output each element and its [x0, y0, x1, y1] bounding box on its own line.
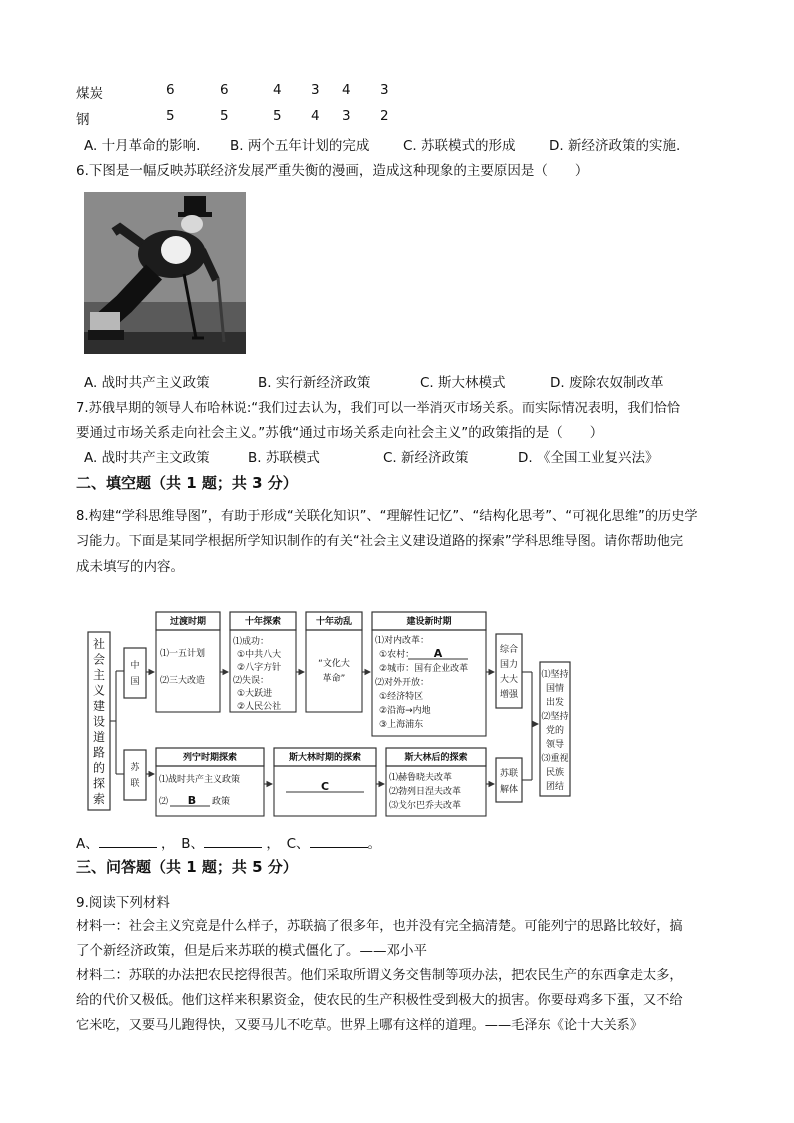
- root-char: 建: [92, 699, 106, 713]
- soviet-label-2: 联: [130, 779, 140, 789]
- root-char: 设: [92, 714, 106, 729]
- mind-map-diagram: [86, 606, 584, 828]
- china-stage2-item: ①大跃进: [237, 689, 273, 699]
- answer-label-b: ， B、: [161, 836, 205, 852]
- soviet-result-text: 苏联: [499, 769, 519, 779]
- lesson-item: 出发: [545, 698, 565, 708]
- q5-option-b[interactable]: B. 两个五年计划的完成: [230, 138, 370, 154]
- root-char: 的: [92, 761, 106, 775]
- china-stage3-item: “文化大: [318, 659, 350, 669]
- lesson-item: 领导: [545, 740, 565, 750]
- lesson-item: 党的: [545, 726, 565, 736]
- blank-b[interactable]: B: [187, 794, 197, 807]
- q8-stem-line3: 成未填写的内容。: [76, 559, 184, 575]
- china-stage1-title: 过渡时期: [169, 617, 207, 627]
- answer-input-c[interactable]: [310, 835, 368, 848]
- root-label: [93, 636, 105, 806]
- answer-label-a: A、: [76, 836, 99, 852]
- china-stage4-item: ③上海浦东: [379, 720, 424, 730]
- china-stage2-title: 十年探索: [244, 617, 282, 627]
- q9-material2-line3: 它米吃，又要马儿跑得快，又要马儿不吃草。世界上哪有这样的道理。——毛泽东《论十大关系》: [76, 1018, 644, 1033]
- q6-option-c[interactable]: C. 斯大林模式: [420, 375, 506, 391]
- soviet-stage1-item: ⑴战时共产主义政策: [159, 775, 241, 785]
- q9-stem: 9.阅读下列材料: [76, 895, 170, 911]
- soviet-result-text: 解体: [499, 785, 519, 795]
- china-stage2-item: ②八字方针: [237, 663, 282, 673]
- china-stage4-item: ①经济特区: [379, 692, 424, 702]
- lesson-item: ⑶重视: [541, 754, 569, 764]
- china-stage2-item: ⑴成功：: [233, 637, 270, 647]
- china-stage2-item: ①中共八大: [237, 650, 282, 660]
- blank-c[interactable]: C: [320, 780, 330, 793]
- table-cell: 2: [380, 108, 389, 124]
- soviet-box: [124, 750, 146, 800]
- root-char: 主: [92, 668, 106, 682]
- china-result-text: 大大: [499, 675, 519, 685]
- china-stage3-item: 革命”: [322, 674, 346, 684]
- china-box: [124, 648, 146, 698]
- soviet-result-box: [496, 758, 522, 802]
- china-stage4-item: ②沿海→内地: [379, 706, 431, 716]
- root-char: 探: [92, 776, 106, 791]
- q6-option-b[interactable]: B. 实行新经济政策: [258, 375, 371, 391]
- section-heading: 二、填空题（共 1 题；共 3 分）: [76, 474, 298, 492]
- q7-stem-line2: 要通过市场关系走向社会主义。”苏俄“通过市场关系走向社会主义”的政策指的是（ ）: [76, 425, 604, 441]
- blank-a[interactable]: A: [433, 647, 443, 660]
- china-stage3-title: 十年动乱: [315, 617, 353, 627]
- q6-stem: 6.下图是一幅反映苏联经济发展严重失衡的漫画，造成这种现象的主要原因是（ ）: [76, 163, 589, 179]
- q9-material2-line1: 材料二：苏联的办法把农民挖得很苦。他们采取所谓义务交售制等项办法，把农民生产的东西拿走太多，: [76, 968, 683, 983]
- china-stage1-item: ⑴一五计划: [160, 649, 206, 659]
- q5-option-d[interactable]: D. 新经济政策的实施.: [549, 138, 681, 154]
- root-char: 索: [92, 792, 106, 806]
- answer-label-c: ， C、: [266, 836, 310, 852]
- lesson-item: ⑴坚持: [541, 670, 569, 680]
- q5-option-c[interactable]: C. 苏联模式的形成: [403, 138, 516, 154]
- q8-answer-line: [76, 832, 381, 852]
- china-stage4-title: 建设新时期: [406, 617, 452, 627]
- china-stage2-item: ⑵失误：: [233, 676, 270, 686]
- root-char: 会: [92, 652, 106, 667]
- lesson-item: 团结: [545, 782, 565, 792]
- q7-stem-line1: 7.苏俄早期的领导人布哈林说:“我们过去认为，我们可以一举消灭市场关系。而实际情况表明，我们恰恰: [76, 401, 681, 416]
- china-label-2: 国: [130, 677, 140, 687]
- china-result-text: 综合: [499, 645, 519, 655]
- q7-option-c[interactable]: C. 新经济政策: [383, 450, 469, 466]
- lesson-item: 国情: [545, 684, 565, 694]
- china-stage4-item: ⑵对外开放：: [375, 678, 430, 688]
- soviet-stage1-item: 政策: [212, 797, 231, 807]
- table-cell: 3: [380, 82, 389, 98]
- cartoon-image: [84, 192, 246, 354]
- china-label-1: 中: [130, 661, 140, 671]
- root-char: 道: [92, 730, 106, 744]
- row-label: 煤炭: [76, 86, 103, 102]
- table-cell: 3: [342, 108, 351, 124]
- table-cell: 5: [166, 108, 175, 124]
- q7-option-d[interactable]: D. 《全国工业复兴法》: [518, 450, 659, 466]
- q5-option-a[interactable]: A. 十月革命的影响.: [84, 138, 201, 154]
- answer-input-b[interactable]: [204, 835, 262, 848]
- table-cell: 5: [273, 108, 282, 124]
- china-stage4-item: ②城市：国有企业改革: [379, 664, 469, 674]
- soviet-stage1-title: 列宁时期探索: [182, 753, 238, 763]
- q9-material2-line2: 给的代价又极低。他们这样来积累资金，使农民的生产积极性受到极大的损害。你要母鸡多下蛋，又不给: [76, 993, 683, 1008]
- soviet-stage3-item: ⑶戈尔巴乔夫改革: [389, 801, 462, 811]
- table-cell: 4: [273, 82, 282, 98]
- table-cell: 6: [166, 82, 175, 98]
- china-stage4-item: ⑴对内改革：: [375, 636, 430, 646]
- china-stage1-item: ⑵三大改造: [160, 676, 206, 686]
- soviet-stage2-title: 斯大林时期的探索: [288, 753, 362, 763]
- china-result-text: 增强: [499, 690, 519, 700]
- q6-option-d[interactable]: D. 废除农奴制改革: [550, 375, 664, 391]
- table-cell: 4: [342, 82, 351, 98]
- answer-input-a[interactable]: [99, 835, 157, 848]
- table-cell: 5: [220, 108, 229, 124]
- answer-end: 。: [367, 836, 382, 852]
- soviet-stage1-item: ⑵: [159, 797, 169, 807]
- root-char: 义: [92, 683, 106, 698]
- q6-option-a[interactable]: A. 战时共产主义政策: [84, 375, 210, 391]
- q8-stem-line2: 习能力。下面是某同学根据所学知识制作的有关“社会主义建设道路的探索”学科思维导图。请你帮助他完: [76, 534, 684, 549]
- root-char: 路: [92, 745, 106, 760]
- soviet-stage3-item: ⑴赫鲁晓夫改革: [389, 773, 453, 783]
- lesson-item: 民族: [545, 768, 565, 778]
- root-char: 社: [92, 637, 106, 651]
- soviet-stage3-title: 斯大林后的探索: [404, 753, 468, 763]
- soviet-label-1: 苏: [130, 763, 140, 773]
- q7-option-a[interactable]: A. 战时共产主文政策: [84, 450, 210, 466]
- lesson-item: ⑵坚持: [541, 712, 569, 722]
- soviet-stage3-item: ⑵勃列日涅夫改革: [389, 787, 462, 797]
- row-label: 钢: [76, 112, 90, 128]
- china-stage4-item: ①农村：: [379, 650, 415, 660]
- q7-option-b[interactable]: B. 苏联模式: [248, 450, 320, 466]
- q8-stem-line1: 8.构建“学科思维导图”，有助于形成“关联化知识”、“理解性记忆”、“结构化思考”、“可视化思维”的历史学: [76, 509, 698, 524]
- china-result-text: 国力: [499, 660, 519, 670]
- china-stage2-item: ②人民公社: [237, 702, 282, 712]
- q9-material1-line1: 材料一：社会主义究竟是什么样子，苏联搞了很多年，也并没有完全搞清楚。可能列宁的思路比较好，搞: [76, 919, 683, 934]
- q9-material1-line2: 了个新经济政策，但是后来苏联的模式僵化了。——邓小平: [76, 943, 427, 959]
- section-heading: 三、问答题（共 1 题；共 5 分）: [76, 858, 298, 876]
- table-cell: 4: [311, 108, 320, 124]
- table-cell: 3: [311, 82, 320, 98]
- table-cell: 6: [220, 82, 229, 98]
